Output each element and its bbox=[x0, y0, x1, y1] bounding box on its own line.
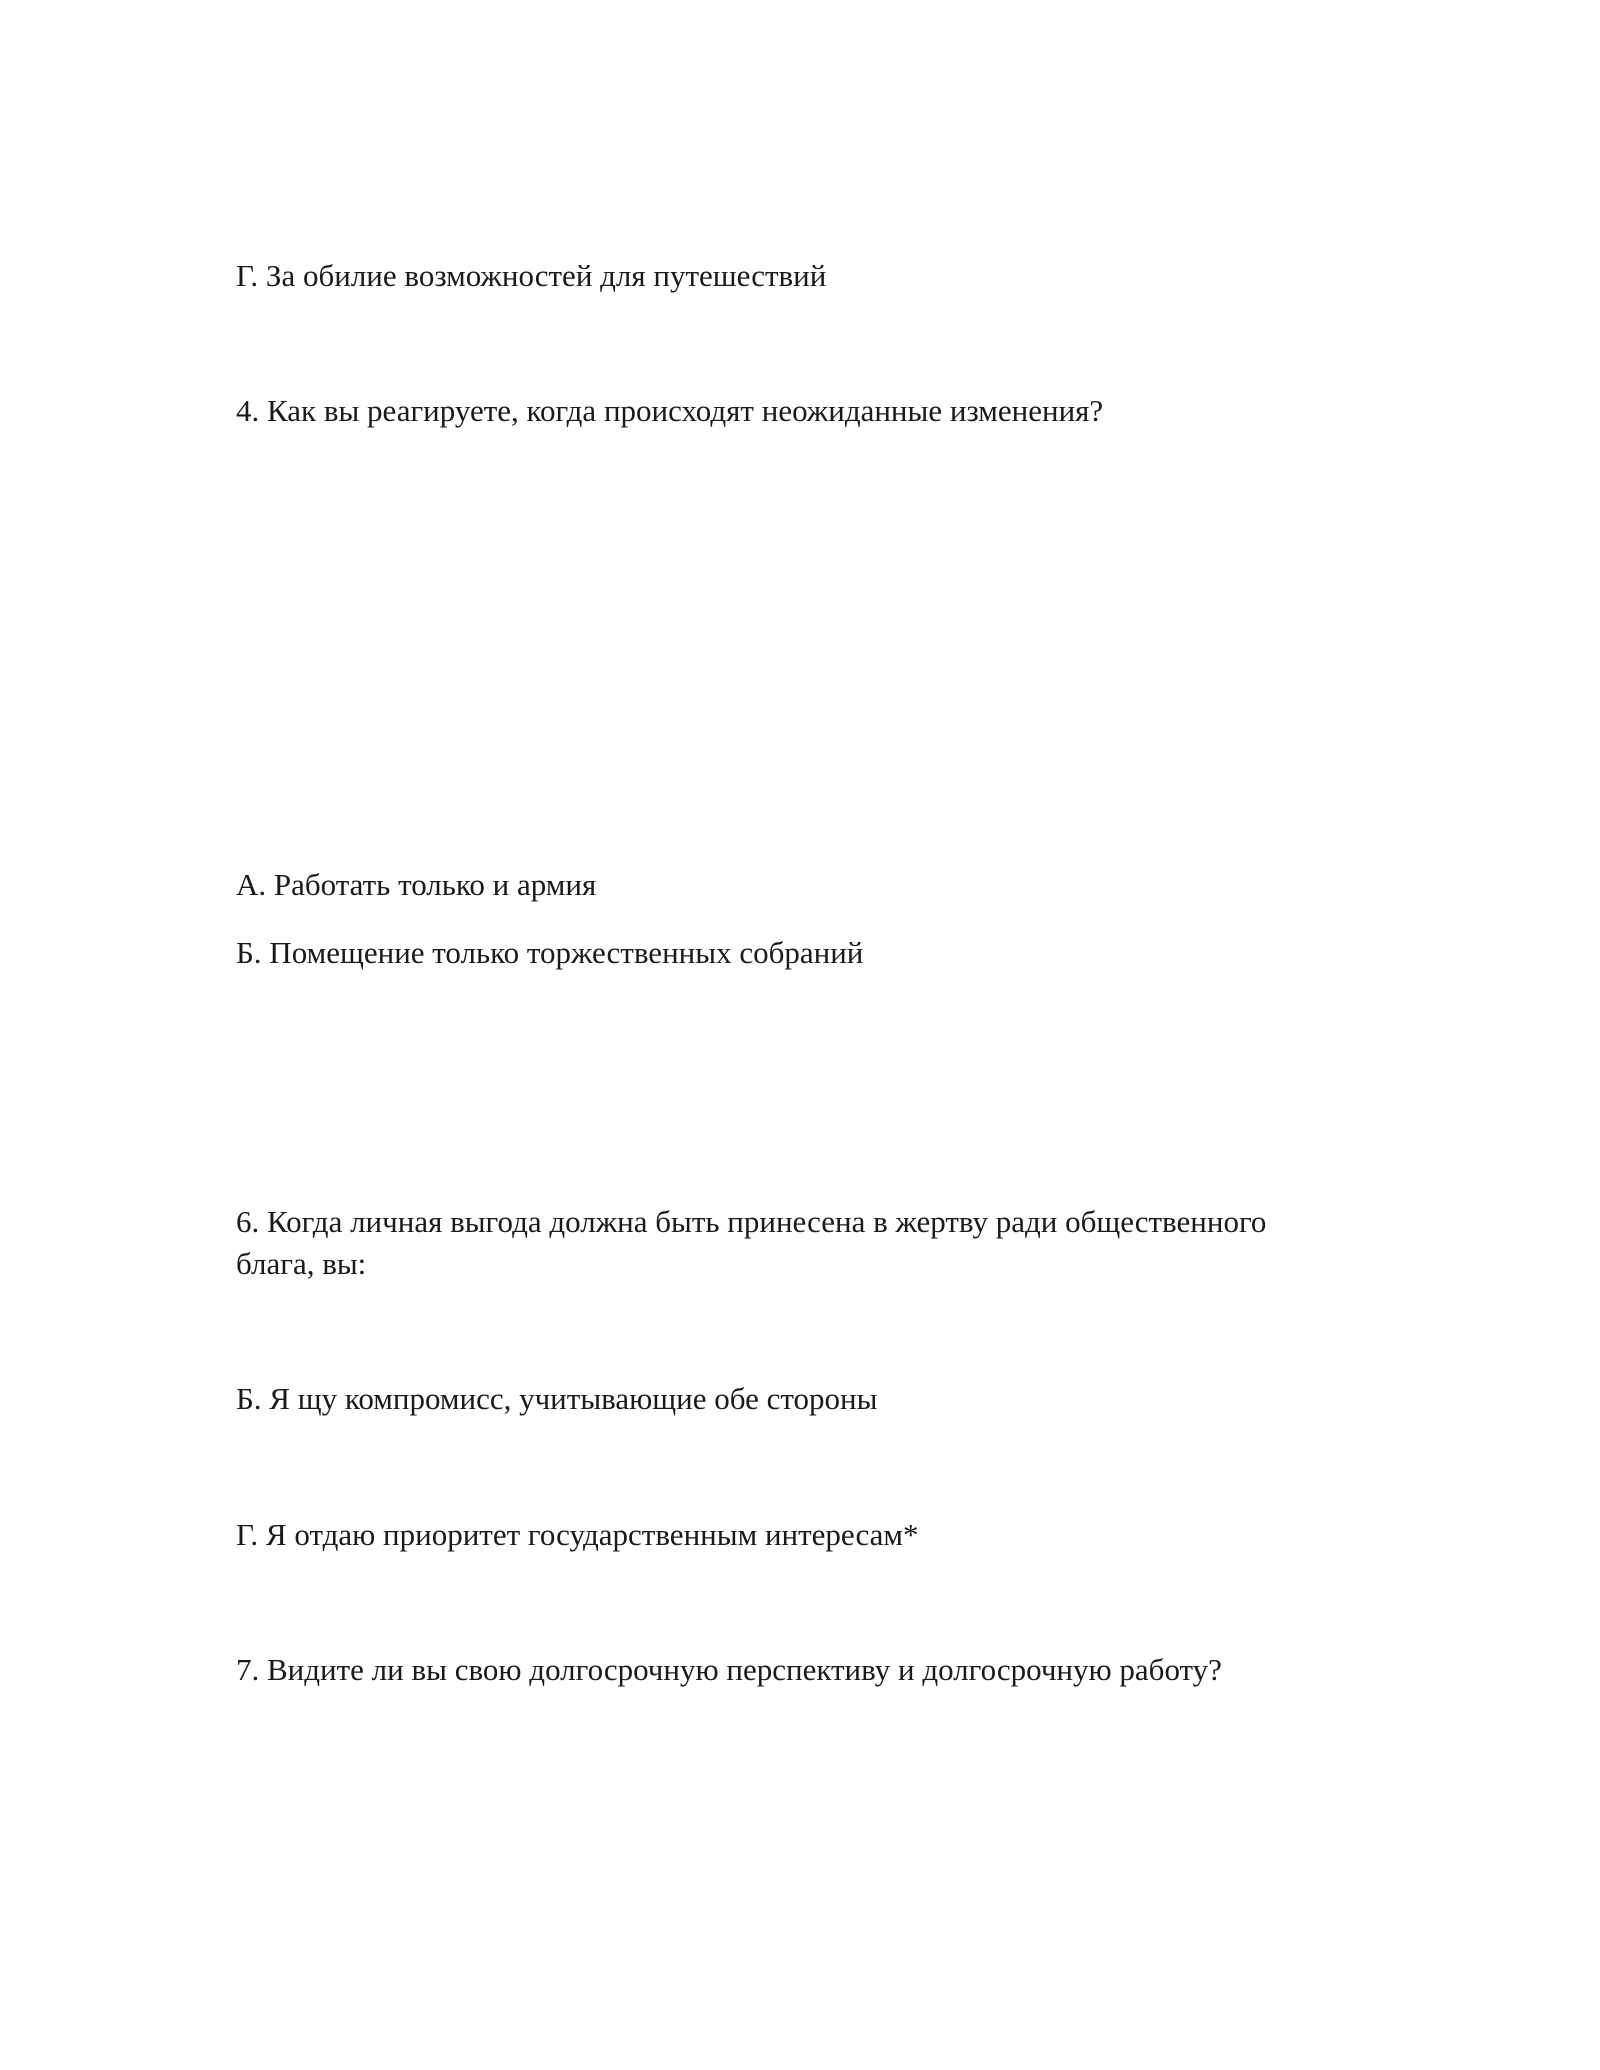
answer-option-g-travel: Г. За обилие возможностей для путешествий bbox=[236, 258, 827, 293]
answer-option-b-compromise: Б. Я щу компромисс, учитывающие обе стороны bbox=[236, 1381, 878, 1416]
question-6-line-1: 6. Когда личная выгода должна быть принесена в жертву ради общественного bbox=[236, 1204, 1267, 1239]
question-4: 4. Как вы реагируете, когда происходят неожиданные изменения? bbox=[236, 393, 1104, 428]
question-7: 7. Видите ли вы свою долгосрочную перспективу и долгосрочную работу? bbox=[236, 1652, 1222, 1687]
answer-option-a-army: А. Работать только и армия bbox=[236, 867, 597, 902]
answer-option-g-state-interests: Г. Я отдаю приоритет государственным интересам* bbox=[236, 1517, 919, 1552]
question-6-line-2: блага, вы: bbox=[236, 1246, 367, 1281]
answer-option-b-assemblies: Б. Помещение только торжественных собраний bbox=[236, 935, 864, 970]
